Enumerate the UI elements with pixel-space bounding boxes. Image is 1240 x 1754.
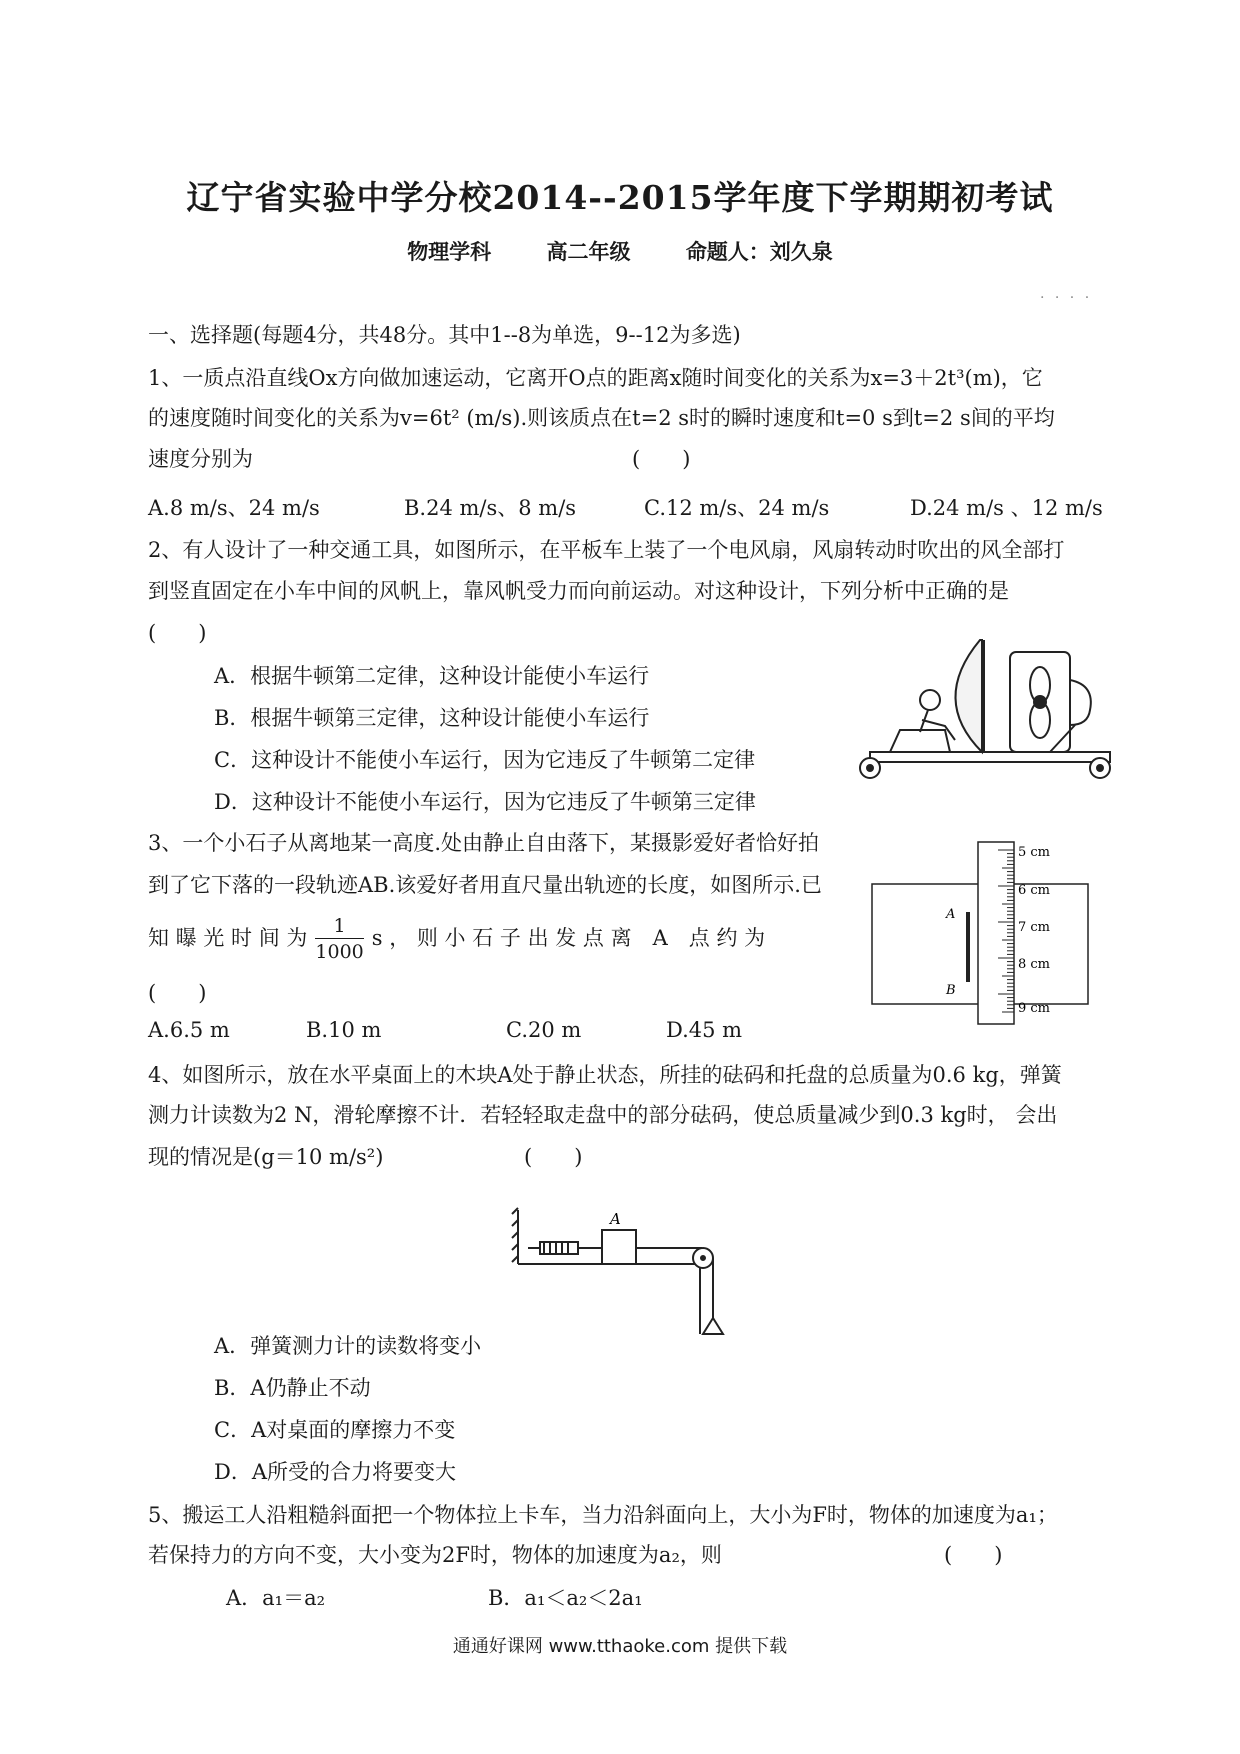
q5-line2: 若保持力的方向不变，大小变为2F时，物体的加速度为a₂，则: [148, 1543, 722, 1567]
q2-option-c: C．这种设计不能使小车运行，因为它违反了牛顿第二定律: [214, 748, 756, 772]
fraction-denominator: 1000: [315, 941, 364, 963]
q3-line1: 3、一个小石子从离地某一高度.处由静止自由落下，某摄影爱好者恰好拍: [148, 831, 820, 855]
spring-scale: [540, 1242, 578, 1254]
fan-motor: [1070, 680, 1091, 725]
q3-option-b: B.10 m: [306, 1018, 382, 1042]
q2-answer-paren: ( ): [148, 621, 207, 645]
author-label: 命题人：刘久泉: [685, 239, 833, 264]
q2-line2: 到竖直固定在小车中间的风帆上，靠风帆受力而向前运动。对这种设计，下列分析中正确的是: [148, 579, 1009, 603]
driver-head: [920, 690, 940, 710]
q5-line1: 5、搬运工人沿粗糙斜面把一个物体拉上卡车，当力沿斜面向上，大小为F时，物体的加速度为a₁；: [148, 1503, 1058, 1527]
exam-subtitle: [0, 236, 1240, 266]
q3-option-a: A.6.5 m: [148, 1018, 230, 1042]
q3-line3-post: s ， 则 小 石 子 出 发 点 离 A 点 约 为: [371, 926, 766, 950]
block-a: [602, 1230, 636, 1264]
q4-line3: 现的情况是(g＝10 m/s²): [148, 1145, 384, 1169]
fan-cart-figure: [850, 630, 1120, 790]
q2-option-b: B．根据牛顿第三定律，这种设计能使小车运行: [214, 706, 650, 730]
ruler-label-9cm: 9 cm: [1018, 1001, 1051, 1016]
q5-option-a: A．a₁＝a₂: [226, 1586, 326, 1610]
q4-line1: 4、如图所示，放在水平桌面上的木块A处于静止状态，所挂的砝码和托盘的总质量为0.6 kg，弹簧: [148, 1063, 1062, 1087]
q4-line2: 测力计读数为2 N，滑轮摩擦不计．若轻轻取走盘中的部分砝码，使总质量减少到0.3 kg时， 会出: [148, 1103, 1058, 1127]
subject-label: 物理学科: [407, 239, 492, 264]
q5-answer-paren: ( ): [944, 1543, 1003, 1567]
weight-pan: [703, 1318, 723, 1334]
section-heading: 一、选择题(每题4分，共48分。其中1--8为单选，9--12为多选): [148, 323, 741, 347]
driver-body: [920, 710, 955, 740]
ruler-label-8cm: 8 cm: [1018, 957, 1051, 972]
q3-option-c: C.20 m: [506, 1018, 582, 1042]
q4-option-d: D．A所受的合力将要变大: [214, 1460, 457, 1484]
q2-line1: 2、有人设计了一种交通工具，如图所示，在平板车上装了一个电风扇，风扇转动时吹出的风全部打: [148, 538, 1065, 562]
ruler-label-5cm: 5 cm: [1018, 845, 1051, 860]
cart-platform: [870, 752, 1110, 762]
block-a-label: A: [610, 1210, 621, 1228]
sail: [955, 640, 982, 752]
q3-line3: [148, 910, 765, 966]
q1-option-d: D.24 m/s 、12 m/s: [910, 496, 1103, 520]
ruler-label-7cm: 7 cm: [1018, 920, 1051, 935]
q3-line2: 到了它下落的一段轨迹AB.该爱好者用直尺量出轨迹的长度，如图所示.已: [148, 873, 822, 897]
ruler-figure: [870, 840, 1090, 1026]
q4-option-c: C．A对桌面的摩擦力不变: [214, 1418, 456, 1442]
point-a-label: A: [946, 907, 956, 922]
q1-line2: 的速度随时间变化的关系为v=6t² (m/s).则该质点在t=2 s时的瞬时速度和t=0 s到t=2 s间的平均: [148, 406, 1055, 430]
driver-seat: [890, 730, 950, 752]
header-dots: . . . .: [1040, 286, 1093, 302]
grade-label: 高二年级: [546, 239, 631, 264]
q4-option-b: B．A仍静止不动: [214, 1376, 371, 1400]
q1-answer-paren: ( ): [632, 447, 691, 471]
q4-option-a: A．弹簧测力计的读数将变小: [214, 1334, 482, 1358]
q1-line3: 速度分别为: [148, 447, 253, 471]
exposure-fraction: [315, 914, 363, 965]
download-footer: 通通好课网 www.tthaoke.com 提供下载: [452, 1636, 788, 1657]
q5-option-b: B．a₁＜a₂＜2a₁: [488, 1586, 643, 1610]
q1-line1: 1、一质点沿直线Ox方向做加速运动，它离开O点的距离x随时间变化的关系为x=3＋2t³(m)，它: [148, 366, 1043, 390]
q2-option-a: A．根据牛顿第二定律，这种设计能使小车运行: [214, 664, 650, 688]
q1-option-a: A.8 m/s、24 m/s: [148, 496, 320, 520]
pulley-figure: [510, 1200, 730, 1340]
q2-option-d: D．这种设计不能使小车运行，因为它违反了牛顿第三定律: [214, 790, 756, 814]
fraction-numerator: 1: [315, 914, 363, 939]
q1-option-b: B.24 m/s、8 m/s: [404, 496, 577, 520]
q3-line3-pre: 知 曝 光 时 间 为: [148, 926, 308, 950]
q4-answer-paren: ( ): [524, 1145, 583, 1169]
q1-option-c: C.12 m/s、24 m/s: [644, 496, 830, 520]
point-b-label: B: [946, 983, 956, 998]
exam-title: 辽宁省实验中学分校2014--2015学年度下学期期初考试: [186, 178, 1054, 217]
ruler-label-6cm: 6 cm: [1018, 883, 1051, 898]
q3-answer-paren: ( ): [148, 981, 207, 1005]
q3-option-d: D.45 m: [666, 1018, 743, 1042]
